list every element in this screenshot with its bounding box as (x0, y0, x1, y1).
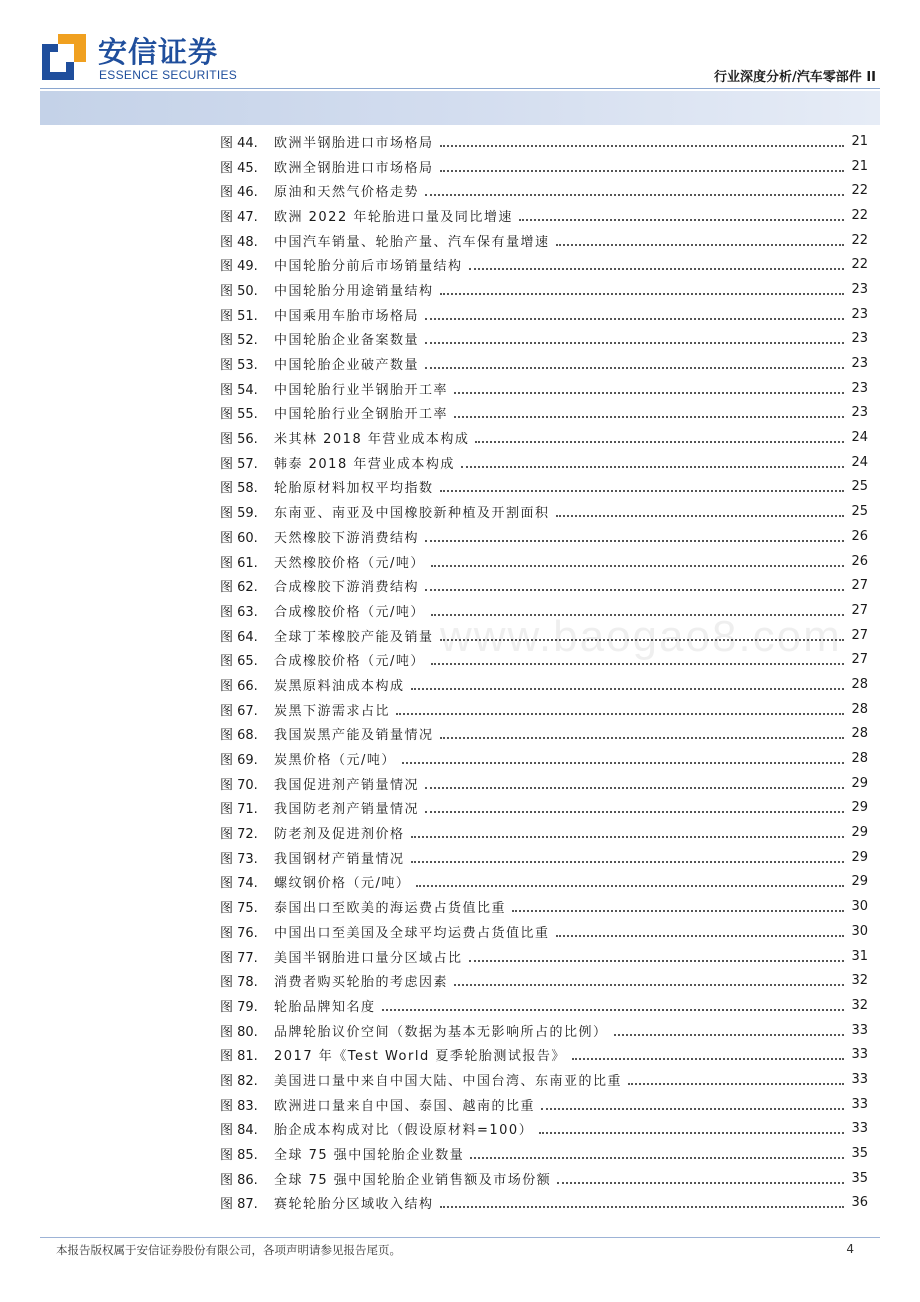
toc-figure-title[interactable]: 轮胎品牌知名度 (274, 999, 376, 1015)
toc-page-number[interactable]: 23 (851, 380, 868, 396)
toc-dot-leader (440, 169, 844, 172)
toc-page-number[interactable]: 27 (851, 627, 868, 643)
toc-figure-number: 图 57. (220, 456, 258, 472)
toc-figure-title[interactable]: 炭黑下游需求占比 (274, 703, 391, 719)
toc-entry[interactable] (220, 154, 868, 179)
toc-page-number[interactable]: 30 (851, 923, 868, 939)
toc-dot-leader (454, 391, 844, 394)
toc-entry[interactable] (220, 722, 868, 747)
toc-figure-title[interactable]: 中国轮胎分用途销量结构 (274, 283, 434, 299)
toc-figure-title[interactable]: 全球丁苯橡胶产能及销量 (274, 629, 434, 645)
toc-entry[interactable] (220, 277, 868, 302)
toc-figure-title[interactable]: 2017 年《Test World 夏季轮胎测试报告》 (274, 1049, 566, 1065)
logo-chinese-name: 安信证券 (98, 35, 219, 69)
toc-entry[interactable] (220, 228, 868, 253)
toc-page-number[interactable]: 27 (851, 602, 868, 618)
toc-figure-title[interactable]: 炭黑价格（元/吨） (274, 753, 396, 769)
toc-entry[interactable] (220, 820, 868, 845)
toc-dot-leader (519, 218, 844, 221)
toc-dot-leader (440, 292, 844, 295)
toc-figure-number: 图 79. (220, 999, 258, 1015)
toc-dot-leader (425, 810, 844, 813)
toc-entry[interactable] (220, 499, 868, 524)
toc-dot-leader (461, 465, 844, 468)
toc-figure-title[interactable]: 螺纹钢价格（元/吨） (274, 876, 411, 892)
toc-page-number[interactable]: 22 (851, 257, 868, 273)
toc-figure-number: 图 84. (220, 1123, 258, 1139)
toc-page-number[interactable]: 26 (851, 528, 868, 544)
toc-entry[interactable] (220, 1067, 868, 1092)
toc-figure-title[interactable]: 欧洲半钢胎进口市场格局 (274, 135, 434, 151)
toc-entry[interactable] (220, 870, 868, 895)
toc-entry[interactable] (220, 993, 868, 1018)
toc-figure-title[interactable]: 品牌轮胎议价空间（数据为基本无影响所占的比例） (274, 1024, 608, 1040)
toc-figure-title[interactable]: 消费者购买轮胎的考虑因素 (274, 975, 449, 991)
toc-entry[interactable] (220, 919, 868, 944)
toc-figure-number: 图 67. (220, 703, 258, 719)
toc-dot-leader (425, 193, 844, 196)
toc-figure-title[interactable]: 欧洲进口量来自中国、泰国、越南的比重 (274, 1098, 536, 1114)
toc-figure-title[interactable]: 我国钢材产销量情况 (274, 851, 405, 867)
toc-figure-number: 图 60. (220, 530, 258, 546)
toc-page-number[interactable]: 21 (851, 158, 868, 174)
toc-entry[interactable] (220, 524, 868, 549)
toc-entry[interactable] (220, 968, 868, 993)
toc-page-number[interactable]: 28 (851, 676, 868, 692)
toc-page-number[interactable]: 22 (851, 183, 868, 199)
toc-entry[interactable] (220, 302, 868, 327)
toc-page-number[interactable]: 23 (851, 281, 868, 297)
toc-dot-leader (572, 1057, 844, 1060)
toc-page-number[interactable]: 35 (851, 1170, 868, 1186)
toc-figure-title[interactable]: 合成橡胶价格（元/吨） (274, 604, 425, 620)
figure-table-of-contents (220, 129, 868, 1215)
toc-figure-number: 图 58. (220, 481, 258, 497)
toc-page-number[interactable]: 33 (851, 1071, 868, 1087)
toc-figure-number: 图 59. (220, 506, 258, 522)
toc-entry[interactable] (220, 327, 868, 352)
toc-page-number[interactable]: 29 (851, 825, 868, 841)
toc-dot-leader (556, 514, 844, 517)
toc-figure-number: 图 63. (220, 604, 258, 620)
toc-dot-leader (425, 786, 844, 789)
toc-figure-number: 图 73. (220, 851, 258, 867)
toc-dot-leader (557, 1181, 844, 1184)
header-band (40, 91, 880, 125)
toc-entry[interactable] (220, 129, 868, 154)
toc-figure-title[interactable]: 美国半钢胎进口量分区域占比 (274, 950, 463, 966)
toc-figure-title[interactable]: 中国轮胎行业全钢胎开工率 (274, 407, 449, 423)
toc-dot-leader (416, 884, 844, 887)
toc-page-number[interactable]: 23 (851, 306, 868, 322)
toc-figure-title[interactable]: 全球 75 强中国轮胎企业销售额及市场份额 (274, 1172, 552, 1188)
toc-figure-number: 图 54. (220, 382, 258, 398)
toc-page-number[interactable]: 26 (851, 553, 868, 569)
toc-entry[interactable] (220, 1191, 868, 1216)
footer-divider (40, 1237, 880, 1238)
toc-dot-leader (475, 440, 844, 443)
toc-page-number[interactable]: 29 (851, 849, 868, 865)
toc-entry[interactable] (220, 549, 868, 574)
toc-page-number[interactable]: 27 (851, 652, 868, 668)
toc-page-number[interactable]: 25 (851, 504, 868, 520)
toc-dot-leader (470, 1156, 844, 1159)
toc-dot-leader (454, 415, 844, 418)
toc-figure-title[interactable]: 中国轮胎企业备案数量 (274, 333, 420, 349)
toc-figure-number: 图 72. (220, 827, 258, 843)
toc-dot-leader (469, 267, 844, 270)
toc-page-number[interactable]: 29 (851, 775, 868, 791)
toc-dot-leader (556, 243, 844, 246)
toc-figure-number: 图 55. (220, 407, 258, 423)
toc-figure-number: 图 74. (220, 876, 258, 892)
toc-figure-number: 图 83. (220, 1098, 258, 1114)
toc-figure-number: 图 64. (220, 629, 258, 645)
toc-figure-number: 图 52. (220, 333, 258, 349)
toc-figure-title[interactable]: 原油和天然气价格走势 (274, 185, 420, 201)
toc-figure-title[interactable]: 合成橡胶下游消费结构 (274, 580, 420, 596)
toc-figure-number: 图 86. (220, 1172, 258, 1188)
toc-dot-leader (440, 736, 844, 739)
toc-page-number[interactable]: 29 (851, 874, 868, 890)
toc-page-number[interactable]: 23 (851, 331, 868, 347)
toc-entry[interactable] (220, 1117, 868, 1142)
toc-page-number[interactable]: 33 (851, 1047, 868, 1063)
toc-figure-title[interactable]: 韩泰 2018 年营业成本构成 (274, 456, 455, 472)
toc-page-number[interactable]: 23 (851, 356, 868, 372)
toc-page-number[interactable]: 24 (851, 454, 868, 470)
toc-entry[interactable] (220, 796, 868, 821)
toc-figure-number: 图 75. (220, 901, 258, 917)
toc-figure-number: 图 68. (220, 728, 258, 744)
toc-figure-number: 图 62. (220, 580, 258, 596)
toc-figure-number: 图 81. (220, 1049, 258, 1065)
toc-page-number[interactable]: 23 (851, 405, 868, 421)
toc-figure-number: 图 53. (220, 358, 258, 374)
toc-page-number[interactable]: 31 (851, 948, 868, 964)
toc-figure-title[interactable]: 我国炭黑产能及销量情况 (274, 728, 434, 744)
toc-dot-leader (541, 1107, 844, 1110)
report-category: 行业深度分析/汽车零部件 II (714, 70, 876, 85)
toc-dot-leader (396, 712, 844, 715)
toc-page-number[interactable]: 28 (851, 751, 868, 767)
toc-figure-title[interactable]: 欧洲全钢胎进口市场格局 (274, 160, 434, 176)
toc-dot-leader (440, 1205, 844, 1208)
toc-figure-number: 图 77. (220, 950, 258, 966)
toc-dot-leader (431, 662, 844, 665)
toc-figure-title[interactable]: 赛轮轮胎分区域收入结构 (274, 1197, 434, 1213)
toc-dot-leader (454, 983, 844, 986)
toc-figure-number: 图 78. (220, 975, 258, 991)
toc-figure-title[interactable]: 中国轮胎行业半钢胎开工率 (274, 382, 449, 398)
toc-page-number[interactable]: 33 (851, 1022, 868, 1038)
essence-securities-logo (40, 30, 240, 86)
toc-entry[interactable] (220, 351, 868, 376)
toc-page-number[interactable]: 28 (851, 726, 868, 742)
page-header (0, 0, 920, 128)
toc-figure-number: 图 71. (220, 802, 258, 818)
toc-figure-title[interactable]: 美国进口量中来自中国大陆、中国台湾、东南亚的比重 (274, 1073, 623, 1089)
toc-page-number[interactable]: 32 (851, 997, 868, 1013)
toc-entry[interactable] (220, 1018, 868, 1043)
toc-page-number[interactable]: 36 (851, 1195, 868, 1211)
toc-page-number[interactable]: 25 (851, 479, 868, 495)
toc-figure-title[interactable]: 泰国出口至欧美的海运费占货值比重 (274, 901, 507, 917)
toc-dot-leader (425, 539, 844, 542)
toc-dot-leader (425, 366, 844, 369)
header-divider (40, 88, 880, 89)
toc-entry[interactable] (220, 672, 868, 697)
toc-entry[interactable] (220, 450, 868, 475)
toc-page-number[interactable]: 29 (851, 800, 868, 816)
toc-figure-number: 图 49. (220, 259, 258, 275)
toc-figure-title[interactable]: 中国乘用车胎市场格局 (274, 308, 420, 324)
toc-entry[interactable] (220, 746, 868, 771)
toc-figure-number: 图 46. (220, 185, 258, 201)
toc-page-number[interactable]: 22 (851, 207, 868, 223)
toc-dot-leader (425, 317, 844, 320)
toc-figure-title[interactable]: 全球 75 强中国轮胎企业数量 (274, 1148, 465, 1164)
toc-figure-title[interactable]: 米其林 2018 年营业成本构成 (274, 432, 470, 448)
toc-page-number[interactable]: 33 (851, 1121, 868, 1137)
toc-dot-leader (512, 909, 844, 912)
page-number: 4 (846, 1242, 854, 1256)
toc-page-number[interactable]: 27 (851, 578, 868, 594)
toc-figure-title[interactable]: 防老剂及促进剂价格 (274, 827, 405, 843)
toc-dot-leader (382, 1008, 844, 1011)
toc-dot-leader (425, 588, 844, 591)
toc-entry[interactable] (220, 894, 868, 919)
toc-figure-number: 图 47. (220, 209, 258, 225)
toc-figure-number: 图 82. (220, 1073, 258, 1089)
logo-mark-icon (40, 32, 88, 82)
toc-dot-leader (440, 489, 844, 492)
toc-figure-title[interactable]: 天然橡胶价格（元/吨） (274, 555, 425, 571)
toc-dot-leader (469, 959, 844, 962)
toc-entry[interactable] (220, 178, 868, 203)
toc-page-number[interactable]: 33 (851, 1096, 868, 1112)
toc-dot-leader (556, 934, 844, 937)
toc-figure-title[interactable]: 欧洲 2022 年轮胎进口量及同比增速 (274, 209, 513, 225)
toc-dot-leader (431, 564, 844, 567)
toc-entry[interactable] (220, 203, 868, 228)
toc-entry[interactable] (220, 944, 868, 969)
toc-entry[interactable] (220, 1092, 868, 1117)
toc-figure-title[interactable]: 天然橡胶下游消费结构 (274, 530, 420, 546)
toc-figure-title[interactable]: 合成橡胶价格（元/吨） (274, 654, 425, 670)
toc-figure-title[interactable]: 我国防老剂产销量情况 (274, 802, 420, 818)
toc-figure-number: 图 44. (220, 135, 258, 151)
toc-figure-number: 图 61. (220, 555, 258, 571)
toc-figure-title[interactable]: 炭黑原料油成本构成 (274, 678, 405, 694)
toc-dot-leader (402, 761, 844, 764)
toc-entry[interactable] (220, 376, 868, 401)
toc-figure-title[interactable]: 中国轮胎分前后市场销量结构 (274, 259, 463, 275)
toc-figure-number: 图 85. (220, 1148, 258, 1164)
toc-dot-leader (614, 1033, 844, 1036)
toc-figure-title[interactable]: 中国出口至美国及全球平均运费占货值比重 (274, 925, 550, 941)
toc-dot-leader (628, 1082, 844, 1085)
toc-figure-title[interactable]: 轮胎原材料加权平均指数 (274, 481, 434, 497)
toc-entry[interactable] (220, 845, 868, 870)
toc-figure-number: 图 80. (220, 1024, 258, 1040)
toc-figure-number: 图 70. (220, 777, 258, 793)
toc-dot-leader (411, 687, 844, 690)
toc-entry[interactable] (220, 573, 868, 598)
toc-figure-number: 图 69. (220, 753, 258, 769)
toc-figure-number: 图 66. (220, 678, 258, 694)
toc-dot-leader (411, 860, 844, 863)
toc-figure-title[interactable]: 中国轮胎企业破产数量 (274, 358, 420, 374)
toc-figure-number: 图 65. (220, 654, 258, 670)
toc-figure-title[interactable]: 我国促进剂产销量情况 (274, 777, 420, 793)
toc-entry[interactable] (220, 252, 868, 277)
toc-page-number[interactable]: 24 (851, 430, 868, 446)
toc-entry[interactable] (220, 1141, 868, 1166)
toc-dot-leader (411, 835, 844, 838)
toc-entry[interactable] (220, 1042, 868, 1067)
logo-english-name: ESSENCE SECURITIES (99, 68, 238, 82)
toc-entry[interactable] (220, 425, 868, 450)
toc-figure-title[interactable]: 中国汽车销量、轮胎产量、汽车保有量增速 (274, 234, 550, 250)
toc-figure-number: 图 51. (220, 308, 258, 324)
watermark: www.baogao8.com (440, 612, 842, 661)
toc-page-number[interactable]: 30 (851, 899, 868, 915)
toc-page-number[interactable]: 22 (851, 232, 868, 248)
toc-figure-number: 图 48. (220, 234, 258, 250)
toc-page-number[interactable]: 35 (851, 1146, 868, 1162)
toc-page-number[interactable]: 32 (851, 973, 868, 989)
toc-page-number[interactable]: 21 (851, 133, 868, 149)
toc-dot-leader (425, 341, 844, 344)
toc-page-number[interactable]: 28 (851, 701, 868, 717)
toc-figure-number: 图 76. (220, 925, 258, 941)
toc-figure-number: 图 45. (220, 160, 258, 176)
toc-entry[interactable] (220, 771, 868, 796)
toc-figure-title[interactable]: 胎企成本构成对比（假设原材料=100） (274, 1123, 534, 1139)
toc-figure-title[interactable]: 东南亚、南亚及中国橡胶新种植及开割面积 (274, 506, 550, 522)
toc-entry[interactable] (220, 475, 868, 500)
footer-disclaimer: 本报告版权属于安信证券股份有限公司，各项声明请参见报告尾页。 (56, 1243, 401, 1257)
toc-dot-leader (539, 1131, 844, 1134)
toc-entry[interactable] (220, 1166, 868, 1191)
toc-dot-leader (440, 144, 844, 147)
toc-figure-number: 图 56. (220, 432, 258, 448)
toc-entry[interactable] (220, 697, 868, 722)
toc-figure-number: 图 87. (220, 1197, 258, 1213)
toc-entry[interactable] (220, 401, 868, 426)
toc-figure-number: 图 50. (220, 283, 258, 299)
